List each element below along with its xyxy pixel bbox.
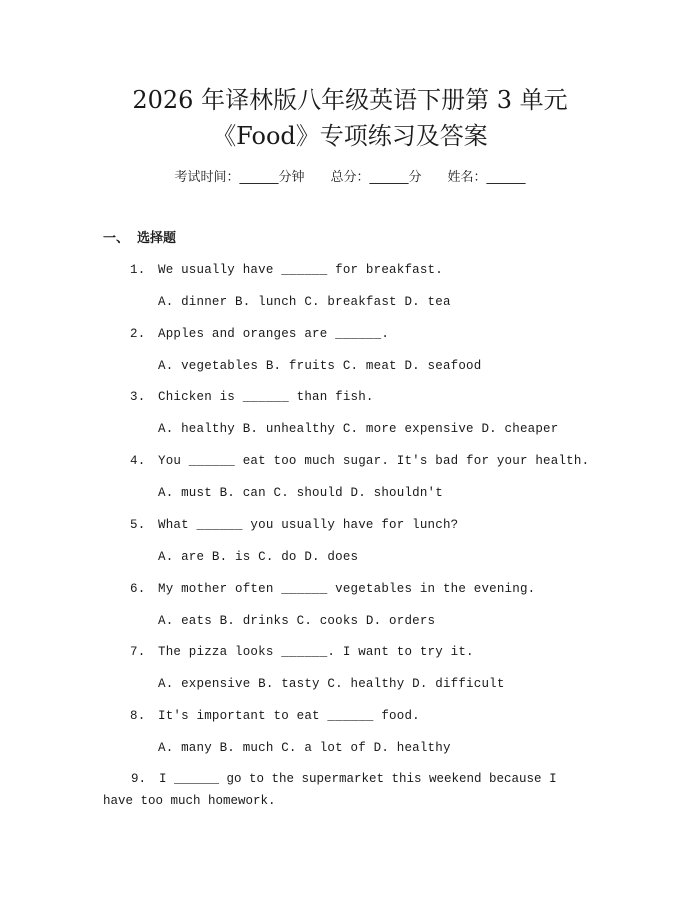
question-4 — [130, 451, 590, 471]
question-text: It's important to eat ______ food. — [158, 709, 420, 723]
question-number: 2. — [130, 327, 146, 341]
question-text: What ______ you usually have for lunch? — [158, 518, 459, 532]
question-number: 6. — [130, 582, 146, 596]
question-5 — [130, 515, 459, 535]
question-6 — [130, 579, 536, 599]
question-7 — [130, 642, 474, 662]
question-text: The pizza looks ______. I want to try it. — [158, 645, 474, 659]
question-text: Apples and oranges are ______. — [158, 327, 390, 341]
page-title-line-1: 2026 年译林版八年级英语下册第 3 单元 — [132, 86, 568, 114]
question-6-options: A. eats B. drinks C. cooks D. orders — [158, 614, 436, 628]
section-heading — [103, 229, 176, 249]
section-title: 选择题 — [137, 231, 177, 246]
question-1-options: A. dinner B. lunch C. breakfast D. tea — [158, 295, 451, 309]
question-number: 3. — [130, 390, 146, 404]
exam-time-field: 考试时间：______分钟 — [174, 170, 305, 185]
question-text: You ______ eat too much sugar. It's bad for your health. — [158, 454, 590, 468]
question-3 — [130, 387, 374, 407]
question-text: We usually have ______ for breakfast. — [158, 263, 443, 277]
question-number: 4. — [130, 454, 146, 468]
question-2 — [130, 324, 390, 344]
question-2-options: A. vegetables B. fruits C. meat D. seafood — [158, 359, 482, 373]
question-3-options: A. healthy B. unhealthy C. more expensive D. cheaper — [158, 422, 559, 436]
question-number: 1. — [130, 263, 146, 277]
section-number: 一、 — [103, 231, 130, 246]
question-4-options: A. must B. can C. should D. shouldn't — [158, 486, 443, 500]
question-text: My mother often ______ vegetables in the evening. — [158, 582, 536, 596]
question-7-options: A. expensive B. tasty C. healthy D. difficult — [158, 677, 505, 691]
exam-score-field: 总分：______分 — [330, 170, 422, 185]
exam-meta — [0, 168, 700, 188]
question-text: I ______ go to the supermarket this weekend because I have too much homework. — [103, 772, 557, 808]
question-number: 9. — [131, 772, 147, 786]
page-title-line-2: 《Food》专项练习及答案 — [212, 122, 488, 150]
question-text: Chicken is ______ than fish. — [158, 390, 374, 404]
question-number: 5. — [130, 518, 146, 532]
question-number: 8. — [130, 709, 146, 723]
question-8-options: A. many B. much C. a lot of D. healthy — [158, 741, 451, 755]
question-1 — [130, 260, 443, 280]
question-number: 7. — [130, 645, 146, 659]
question-9 — [103, 768, 593, 812]
student-name-field: 姓名：______ — [447, 170, 526, 185]
question-8 — [130, 706, 420, 726]
question-5-options: A. are B. is C. do D. does — [158, 550, 359, 564]
